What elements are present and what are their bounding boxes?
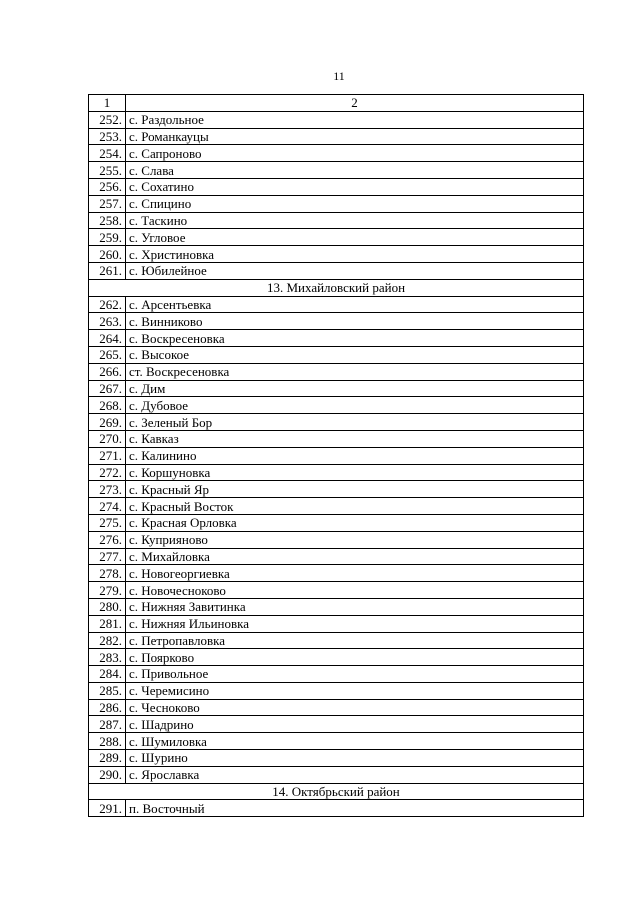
table-row (89, 430, 584, 447)
row-number: 288. (89, 733, 126, 750)
table-row (89, 464, 584, 481)
table-row (89, 766, 584, 783)
table-row (89, 313, 584, 330)
row-number: 282. (89, 632, 126, 649)
row-number: 284. (89, 666, 126, 683)
table-row (89, 582, 584, 599)
settlement-name: с. Арсентьевка (126, 296, 584, 313)
row-number: 258. (89, 212, 126, 229)
row-number: 252. (89, 111, 126, 128)
settlement-name: с. Юбилейное (126, 262, 584, 279)
row-number: 269. (89, 414, 126, 431)
settlement-name: с. Раздольное (126, 111, 584, 128)
table-row (89, 330, 584, 347)
table-row (89, 246, 584, 263)
table-row (89, 615, 584, 632)
table-row (89, 733, 584, 750)
settlement-name: с. Красная Орловка (126, 514, 584, 531)
table-row (89, 346, 584, 363)
settlement-name: с. Красный Яр (126, 481, 584, 498)
settlements-table (88, 94, 584, 817)
table-row (89, 111, 584, 128)
settlement-name: с. Шадрино (126, 716, 584, 733)
row-number: 262. (89, 296, 126, 313)
table-row (89, 128, 584, 145)
row-number: 275. (89, 514, 126, 531)
table-row (89, 716, 584, 733)
row-number: 264. (89, 330, 126, 347)
row-number: 286. (89, 699, 126, 716)
table-row (89, 498, 584, 515)
settlement-name: с. Петропавловка (126, 632, 584, 649)
row-number: 263. (89, 313, 126, 330)
column-header-number: 1 (89, 95, 126, 112)
table-row (89, 565, 584, 582)
row-number: 287. (89, 716, 126, 733)
table-row (89, 750, 584, 767)
row-number: 277. (89, 548, 126, 565)
settlement-name: с. Чесноково (126, 699, 584, 716)
table-header-row (89, 95, 584, 112)
table-row (89, 145, 584, 162)
table-row (89, 363, 584, 380)
settlement-name: с. Шумиловка (126, 733, 584, 750)
row-number: 278. (89, 565, 126, 582)
row-number: 272. (89, 464, 126, 481)
table-row (89, 212, 584, 229)
settlement-name: с. Сапроново (126, 145, 584, 162)
row-number: 254. (89, 145, 126, 162)
row-number: 257. (89, 195, 126, 212)
settlement-name: с. Таскино (126, 212, 584, 229)
row-number: 256. (89, 178, 126, 195)
settlement-name: с. Воскресеновка (126, 330, 584, 347)
row-number: 274. (89, 498, 126, 515)
settlement-name: с. Высокое (126, 346, 584, 363)
row-number: 255. (89, 162, 126, 179)
row-number: 267. (89, 380, 126, 397)
column-header-name: 2 (126, 95, 584, 112)
page-number: 11 (333, 69, 345, 83)
settlement-name: с. Новогеоргиевка (126, 565, 584, 582)
table-row (89, 262, 584, 279)
settlement-name: с. Ярославка (126, 766, 584, 783)
settlement-name: с. Михайловка (126, 548, 584, 565)
table-row (89, 414, 584, 431)
row-number: 273. (89, 481, 126, 498)
row-number: 279. (89, 582, 126, 599)
table-row (89, 699, 584, 716)
settlement-name: с. Христиновка (126, 246, 584, 263)
row-number: 253. (89, 128, 126, 145)
settlement-name: с. Романкауцы (126, 128, 584, 145)
settlement-name: с. Новочесноково (126, 582, 584, 599)
settlement-name: с. Кавказ (126, 430, 584, 447)
settlement-name: с. Спицино (126, 195, 584, 212)
table-row (89, 531, 584, 548)
settlement-name: с. Сохатино (126, 178, 584, 195)
table-row (89, 666, 584, 683)
settlement-name: с. Нижняя Завитинка (126, 598, 584, 615)
row-number: 281. (89, 615, 126, 632)
table-row (89, 195, 584, 212)
settlement-name: с. Дим (126, 380, 584, 397)
settlement-name: с. Шурино (126, 750, 584, 767)
row-number: 270. (89, 430, 126, 447)
table-row (89, 229, 584, 246)
settlement-name: с. Зеленый Бор (126, 414, 584, 431)
row-number: 289. (89, 750, 126, 767)
settlement-name: с. Привольное (126, 666, 584, 683)
settlement-name: с. Черемисино (126, 682, 584, 699)
settlement-name: с. Слава (126, 162, 584, 179)
table-row (89, 682, 584, 699)
table-row (89, 598, 584, 615)
section-title: 13. Михайловский район (89, 279, 584, 296)
settlement-name: с. Нижняя Ильиновка (126, 615, 584, 632)
settlement-name: с. Калинино (126, 447, 584, 464)
settlement-name: с. Коршуновка (126, 464, 584, 481)
row-number: 259. (89, 229, 126, 246)
table-row (89, 162, 584, 179)
row-number: 283. (89, 649, 126, 666)
table-row (89, 447, 584, 464)
row-number: 271. (89, 447, 126, 464)
row-number: 268. (89, 397, 126, 414)
table-row (89, 397, 584, 414)
row-number: 290. (89, 766, 126, 783)
row-number: 261. (89, 262, 126, 279)
row-number: 291. (89, 800, 126, 817)
row-number: 280. (89, 598, 126, 615)
settlement-name: п. Восточный (126, 800, 584, 817)
table-row (89, 380, 584, 397)
section-row (89, 783, 584, 800)
table-row (89, 178, 584, 195)
row-number: 276. (89, 531, 126, 548)
settlement-name: с. Красный Восток (126, 498, 584, 515)
table-row (89, 800, 584, 817)
settlement-name: с. Поярково (126, 649, 584, 666)
table-row (89, 514, 584, 531)
table-row (89, 481, 584, 498)
settlement-name: с. Угловое (126, 229, 584, 246)
row-number: 265. (89, 346, 126, 363)
table-row (89, 296, 584, 313)
row-number: 285. (89, 682, 126, 699)
settlement-name: ст. Воскресеновка (126, 363, 584, 380)
settlement-name: с. Дубовое (126, 397, 584, 414)
settlement-name: с. Куприяново (126, 531, 584, 548)
section-title: 14. Октябрьский район (89, 783, 584, 800)
settlement-name: с. Винниково (126, 313, 584, 330)
table-row (89, 649, 584, 666)
section-row (89, 279, 584, 296)
row-number: 260. (89, 246, 126, 263)
table-row (89, 632, 584, 649)
row-number: 266. (89, 363, 126, 380)
table-row (89, 548, 584, 565)
